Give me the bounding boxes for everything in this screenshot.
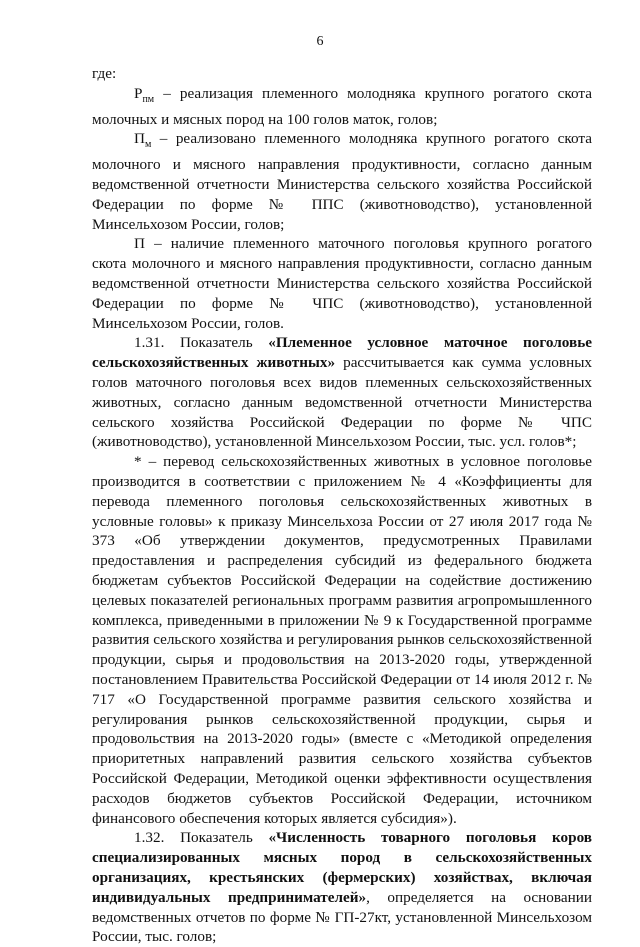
clause-1-32-lead: 1.32. Показатель [134, 829, 269, 847]
clause-1-32-text: , определяется на основании ведомственных отчетов по форме № ГП-27кт, установленной Минсельхозом России, тыс. голов; [92, 888, 592, 946]
page-number: 6 [316, 34, 324, 49]
symbol-p: П [134, 130, 145, 148]
definition-pm-text: – реализовано племенного молодняка крупного рогатого скота молочного и мясного направления продуктивности, согласно данным ведомственной отчетности Министерства сельского хозяйства Российской Федерации по форме № ППС (животноводство), установленной Минсельхозом России, голов; [92, 130, 592, 233]
definition-rpm-text: – реализация племенного молодняка крупного рогатого скота молочных и мясных пород на 100 голов маток, голов; [92, 84, 592, 128]
clause-1-31 [92, 333, 592, 452]
document-body [92, 64, 592, 947]
clause-1-32-title: «Численность товарного поголовья коров специализированных мясных пород в сельскохозяйственных организациях, крестьянских (фермерских) хозяйствах, включая индивидуальных предпринимателей» [92, 829, 592, 906]
clause-1-31-text: рассчитывается как сумма условных голов маточного поголовья всех видов племенных сельскохозяйственных животных, согласно данным ведомственной отчетности Министерства сельского хозяйства Российской Федерации по форме № ЧПС (животноводство), установленной Минсельхозом России, тыс. усл. голов*; [92, 354, 592, 451]
definition-p: П – наличие племенного маточного поголовья крупного рогатого скота молочного и мясного направления продуктивности, согласно данным ведомственной отчетности Министерства сельского хозяйства Российской Федерации по форме № ЧПС (животноводство), установленной Минсельхозом России, голов. [92, 235, 592, 332]
clause-1-31-title: «Племенное условное маточное поголовье сельскохозяйственных животных» [92, 334, 592, 372]
definition-rpm [92, 84, 592, 130]
where-label: где: [92, 65, 117, 82]
symbol-subscript-m: м [144, 139, 152, 151]
symbol-r: Р [134, 84, 143, 102]
clause-1-32 [92, 828, 592, 947]
symbol-subscript-pm: пм [142, 93, 155, 105]
clause-1-31-lead: 1.31. Показатель [134, 334, 269, 352]
footnote-conversion: * – перевод сельскохозяйственных животных в условное поголовье производится в соответствии с приложением № 4 «Коэффициенты для перевода племенного поголовья сельскохозяйственных животных в условные головы» к приказу Минсельхоза России от 27 июля 2017 года № 373 «Об утверждении документов, предусмотренных Правилами предоставления и распределения субсидий из федерального бюджета бюджетам субъектов Российской Федерации на содействие достижению целевых показателей региональных программ развития агропромышленного комплекса, приведенными в приложении № 9 к Государственной программе развития сельского хозяйства и регулирования рынков сельскохозяйственной продукции, сырья и продовольствия на 2013-2020 годы, утвержденной постановлением Правительства Российской Федерации от 14 июля 2012 г. № 717 «О Государственной программе развития сельского хозяйства и регулирования рынков сельскохозяйственной продукции, сырья и продовольствия на 2013-2020 годы» (вместе с «Методикой определения приоритетных направлений развития сельского хозяйства субъектов Российской Федерации, Методикой оценки эффективности осуществления расходов бюджетов субъектов Российской Федерации, источником финансового обеспечения которых является субсидия»). [92, 453, 592, 827]
definition-pm [92, 129, 592, 234]
